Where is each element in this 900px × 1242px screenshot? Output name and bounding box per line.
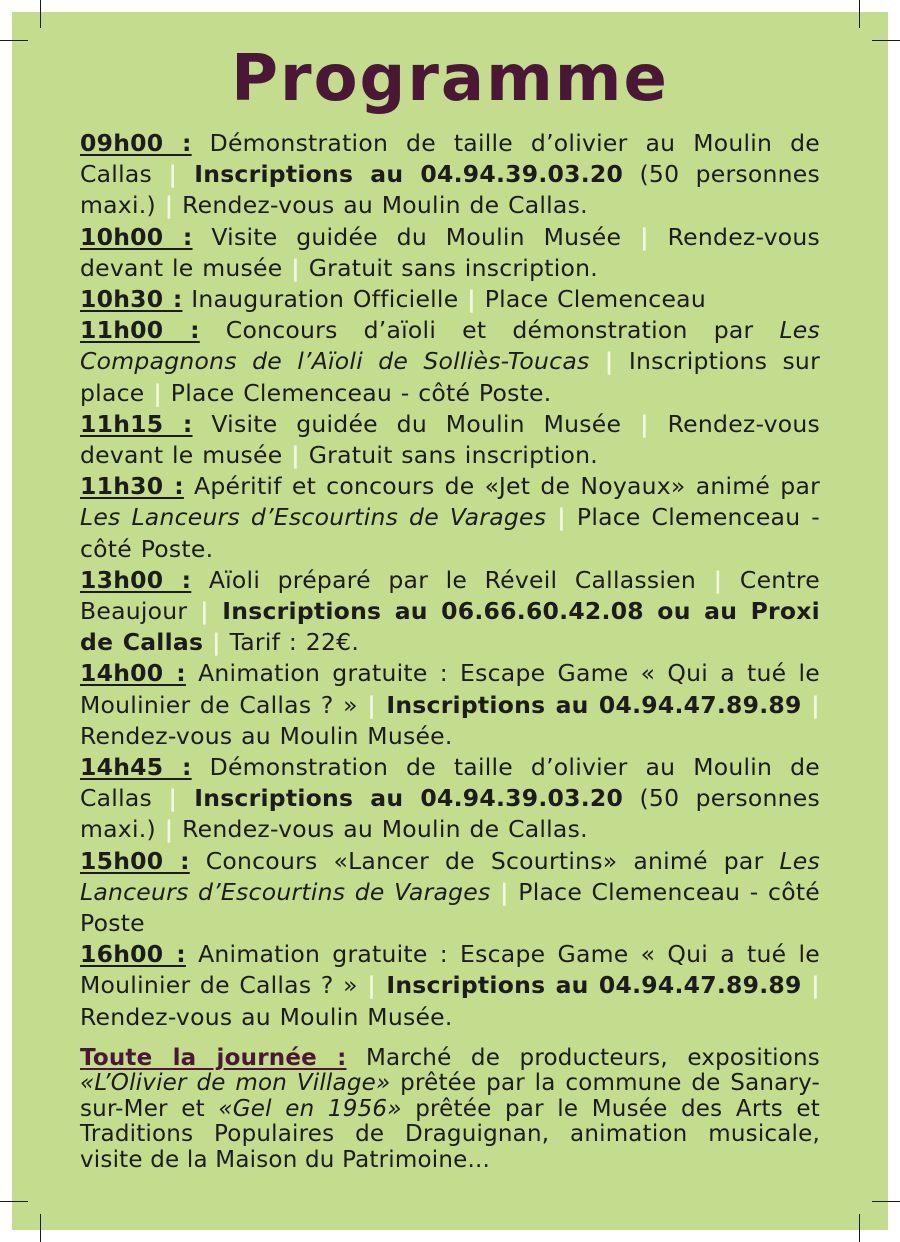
crop-mark	[40, 0, 41, 28]
entry-time: 14h45 :	[80, 753, 192, 782]
entry-text: Gratuit sans inscription.	[299, 441, 598, 470]
entry-text: Animation gratuite : Escape Game « Qui a tué le Moulinier de Callas ? »	[80, 659, 820, 719]
entry-time: 10h00 :	[80, 222, 193, 251]
entry-text: Centre Beaujour	[80, 565, 820, 626]
entry-time: 14h00 :	[80, 659, 186, 688]
program-entry	[80, 752, 820, 846]
entry-text: Rendez-vous devant le musée	[80, 222, 821, 282]
entry-text: Rendez-vous au Moulin de Callas.	[173, 191, 588, 220]
entry-text: (50 personnes maxi.)	[80, 784, 820, 844]
separator-bar: |	[811, 971, 820, 1000]
entry-text: Rendez-vous au Moulin de Callas.	[173, 815, 588, 844]
separator-bar: |	[640, 222, 649, 251]
footer-text: prêtée par la commune de Sanary-sur-Mer et	[80, 1070, 821, 1122]
separator-bar: |	[713, 565, 723, 594]
entry-text	[802, 691, 812, 719]
entry-text	[590, 347, 605, 375]
all-day-label: Toute la journée :	[80, 1045, 347, 1071]
program-entry	[80, 846, 820, 940]
entry-text: Inscriptions sur place	[80, 347, 820, 407]
separator-bar: |	[604, 347, 614, 376]
separator-bar: |	[499, 877, 509, 906]
entry-highlight: Inscriptions au 04.94.47.89.89	[376, 690, 802, 719]
entry-text: Gratuit sans inscription.	[299, 253, 598, 282]
separator-bar: |	[200, 597, 209, 626]
program-entry	[80, 565, 820, 659]
entry-text: Visite guidée du Moulin Musée	[192, 222, 640, 251]
footer-text: prêtée par le Musée des Arts et Traditions Populaires de Draguignan, animation musicale, visite de la Maison du Patrimoine...	[80, 1095, 820, 1173]
entry-text: Les Lanceurs d’Escourtins de Varages	[80, 846, 821, 906]
program-entry	[80, 284, 820, 315]
entry-highlight: Inscriptions au 04.94.47.89.89	[376, 971, 802, 1000]
separator-bar: |	[164, 815, 174, 844]
entry-time: 16h00 :	[80, 940, 186, 969]
entry-text: Place Clemenceau	[475, 285, 706, 314]
separator-bar: |	[291, 253, 300, 282]
entry-text: Démonstration de taille d’olivier au Moulin de Callas	[80, 129, 820, 189]
crop-mark	[872, 1201, 900, 1202]
entry-text: Rendez-vous au Moulin Musée.	[80, 721, 453, 750]
entry-text: Rendez-vous au Moulin Musée.	[80, 1002, 453, 1031]
entry-text: Démonstration de taille d’olivier au Moulin de Callas	[80, 753, 820, 813]
program-entry	[80, 471, 820, 565]
entry-text: Concours «Lancer de Scourtins» animé par	[189, 846, 780, 875]
footer-text: Marché de producteurs, expositions	[346, 1045, 820, 1071]
footer-text: «Gel en 1956»	[218, 1095, 402, 1122]
entry-text: Place Clemenceau - côté Poste	[80, 877, 820, 938]
entry-time: 11h30 :	[80, 472, 184, 501]
separator-bar: |	[811, 690, 820, 719]
program-entry	[80, 128, 820, 222]
entry-time: 13h00 :	[80, 565, 192, 594]
entry-text	[802, 971, 812, 999]
entry-text: Les Compagnons de l’Aïoli de Solliès-Toucas	[80, 316, 821, 376]
separator-bar: |	[291, 441, 300, 470]
crop-mark	[40, 1214, 41, 1242]
separator-bar: |	[640, 409, 649, 438]
entry-time: 11h15 :	[80, 409, 193, 438]
footer-text: «L’Olivier de mon Village»	[80, 1070, 391, 1097]
program-list	[80, 128, 820, 1033]
entry-text: Les Lanceurs d’Escourtins de Varages	[80, 503, 547, 532]
separator-bar: |	[467, 285, 476, 314]
entry-time: 15h00 :	[80, 846, 190, 875]
program-entry	[80, 315, 820, 409]
entry-text: Concours d’aïoli et démonstration par	[199, 316, 780, 345]
entry-text: Visite guidée du Moulin Musée	[192, 409, 640, 438]
separator-bar: |	[557, 503, 566, 532]
entry-text: Place Clemenceau - côté Poste.	[80, 503, 820, 563]
crop-mark	[859, 1214, 860, 1242]
entry-text: Aïoli préparé par le Réveil Callassien	[191, 565, 714, 594]
separator-bar: |	[164, 191, 174, 220]
program-entry	[80, 939, 820, 1033]
separator-bar: |	[367, 690, 377, 719]
program-entry	[80, 409, 820, 471]
separator-bar: |	[367, 971, 377, 1000]
crop-mark	[0, 1201, 28, 1202]
entry-text	[546, 503, 557, 531]
entry-text	[203, 628, 212, 656]
entry-text: Animation gratuite : Escape Game « Qui a tué le Moulinier de Callas ? »	[80, 940, 820, 1000]
all-day-note	[80, 1046, 820, 1173]
entry-text: Apéritif et concours de «Jet de Noyaux» animé par	[183, 472, 821, 501]
entry-text: Inauguration Officielle	[182, 285, 468, 314]
separator-bar: |	[153, 378, 163, 407]
page-title: Programme	[231, 42, 669, 116]
crop-mark	[872, 40, 900, 41]
entry-text: Rendez-vous devant le musée	[80, 409, 821, 470]
program-entry	[80, 222, 820, 284]
entry-time: 10h30 :	[80, 285, 183, 314]
entry-highlight: Inscriptions au 06.66.60.42.08 ou au Proxi de Callas	[80, 597, 820, 657]
entry-text: Place Clemenceau - côté Poste.	[162, 378, 552, 407]
entry-text: Tarif : 22€.	[220, 628, 360, 657]
entry-highlight: Inscriptions au 04.94.39.03.20	[177, 784, 624, 813]
crop-mark	[0, 40, 28, 41]
entry-time: 09h00 :	[80, 129, 192, 157]
entry-time: 11h00 :	[80, 316, 200, 345]
entry-text	[491, 878, 500, 906]
program-entry	[80, 658, 820, 752]
entry-text: (50 personnes maxi.)	[80, 160, 820, 220]
entry-highlight: Inscriptions au 04.94.39.03.20	[177, 160, 624, 189]
separator-bar: |	[168, 784, 178, 813]
separator-bar: |	[212, 628, 221, 657]
crop-mark	[859, 0, 860, 28]
separator-bar: |	[168, 160, 178, 189]
